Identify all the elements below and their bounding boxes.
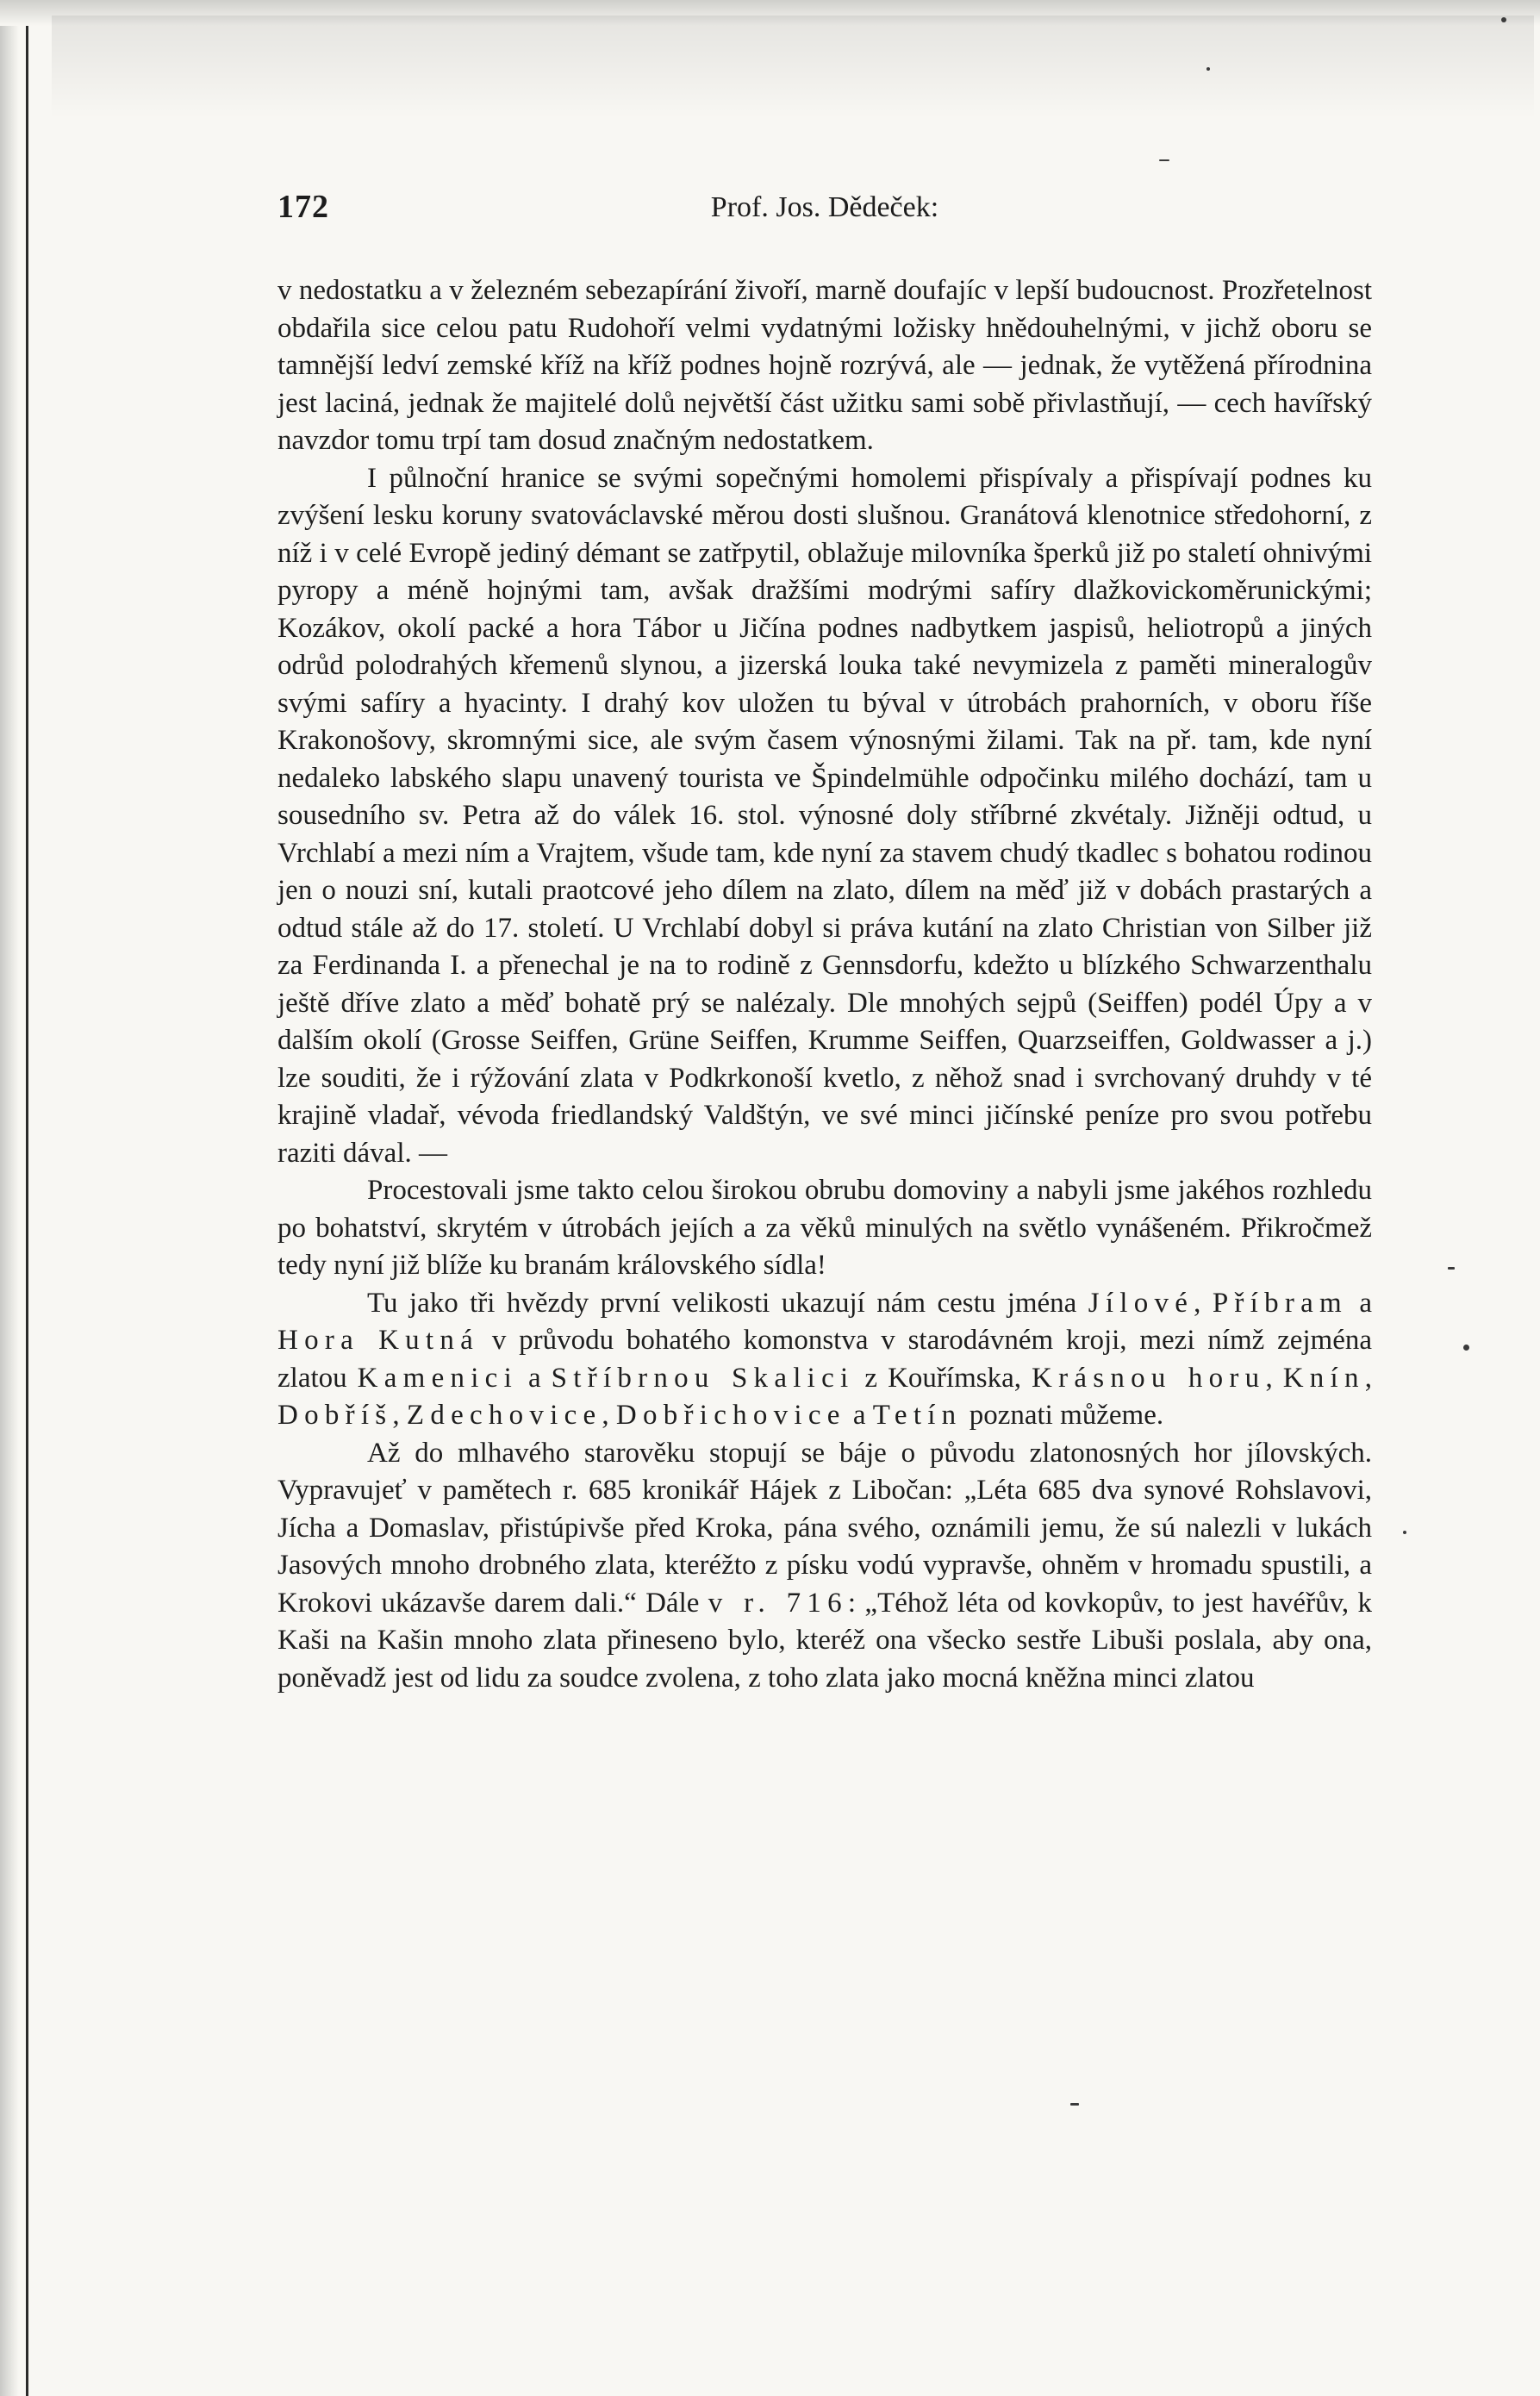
spaced-place-name: Tetín — [872, 1400, 963, 1431]
text-run: a — [845, 1400, 873, 1431]
running-head: Prof. Jos. Dědeček: — [710, 191, 939, 223]
text-run: , — [1194, 1287, 1213, 1319]
text-run: z Kouřímska, — [854, 1362, 1032, 1394]
spaced-date: v r. 716 — [708, 1587, 848, 1619]
text-run: , — [1364, 1362, 1372, 1394]
spaced-place-name: Zdechovice — [406, 1400, 602, 1431]
paragraph-1: v nedostatku a v železném sebezapírání živoří, marně doufajíc v lepší budoucnost. Prozřetelnost obdařila sice celou patu Rudohoří velmi vydatnými ložisky hnědouhelnými, v jichž oboru se tamnější ledví zemské kříž na kříž podnes hojně rozrývá, ale — jednak, že vytěžená přírodnina jest laciná, jednak že majitelé dolů největší část užitku sami sobě přivlastňují, — cech havířský navzdor tomu trpí tam dosud značným nedostatkem. — [277, 275, 1372, 456]
spaced-place-name: Stříbrnou Skalici — [551, 1362, 855, 1394]
spaced-place-name: Dobříš — [277, 1400, 393, 1431]
scan-speck — [1159, 159, 1169, 161]
scan-top-shade — [52, 16, 1534, 119]
text-run: , — [392, 1400, 407, 1431]
scan-speck — [1206, 67, 1210, 71]
spaced-place-name: Kamenici — [357, 1362, 518, 1394]
body-text — [277, 272, 1372, 1697]
scan-binding-shadow — [26, 0, 28, 2396]
paragraph-5 — [277, 1435, 1372, 1698]
text-run: poznati můžeme. — [962, 1400, 1164, 1431]
spaced-place-name: Hora Kutná — [277, 1325, 480, 1356]
text-run: a — [1347, 1287, 1373, 1319]
scan-speck — [1448, 1267, 1455, 1270]
text-run: Až do mlhavého starověku stopují se báje o původu zlatonosných hor jílovských. Vypravujeť v pamětech r. 685 kronikář Hájek z Libočan: „Léta 685 dva synové Rohslavovi, Jícha a Domaslav, přistúpivše před Kroka, pána svého, oznámili jemu, že sú nalezli v lukách Jasových mnoho drobného zlata, kteréžto z písku vodú vypravše, ohněm v hromadu spustili, a Krokovi ukázavše darem dali.“ Dále — [277, 1437, 1372, 1619]
spaced-place-name: Jílové — [1088, 1287, 1194, 1319]
scan-speck — [1501, 17, 1506, 22]
text-run: Tu jako tři hvězdy první velikosti ukazují nám cestu jména — [367, 1287, 1088, 1319]
spaced-place-name: Příbram — [1212, 1287, 1348, 1319]
spaced-place-name: Krásnou horu — [1032, 1362, 1266, 1394]
text-run: , — [1265, 1362, 1283, 1394]
spaced-place-name: Dobřichovice — [615, 1400, 846, 1431]
scan-speck — [1070, 2103, 1079, 2106]
scan-left-margin — [0, 0, 19, 2396]
spaced-place-name: Knín — [1282, 1362, 1365, 1394]
text-run: v průvodu bohatého komonstva v starodávném kroji, mezi nímž zejména zlatou — [277, 1325, 1372, 1394]
page-number: 172 — [277, 189, 329, 225]
paragraph-4 — [277, 1285, 1372, 1435]
text-run: , — [602, 1400, 616, 1431]
paragraph-2: I půlnoční hranice se svými sopečnými homolemi přispívaly a přispívají podnes ku zvýšení lesku koruny svatováclavské měrou dosti slušnou. Granátová klenotnice středohorní, z níž i v celé Evropě jediný démant se zatřpytil, oblažuje milovníka šperků již po staletí ohnivými pyropy a méně hojnými tam, avšak dražšími modrými safíry dlažkovickoměrunickými; Kozákov, okolí packé a hora Tábor u Jičína podnes nadbytkem jaspisů, heliotropů a jiných odrůd polodrahých křemenů slynou, a jizerská louka také nevymizela z paměti mineralogův svými safíry a hyacinty. I drahý kov uložen tu býval v útrobách prahorních, v oboru říše Krakonošovy, skromnými sice, ale svým časem výnosnými žilami. Tak na př. tam, kde nyní nedaleko labského slapu unavený tourista ve Špindelmühle odpočinku milého dochází, tam u sousedního sv. Petra až do válek 16. stol. výnosné doly stříbrné zkvétaly. Jižněji odtud, u Vrchlabí a mezi ním a Vrajtem, všude tam, kde nyní za stavem chudý tkadlec s bohatou rodinou jen o nouzi sní, kutali praotcové jeho dílem na zlato, dílem na měď již v dobách prastarých a odtud stále až do 17. století. U Vrchlabí dobyl si práva kutání na zlato Christian von Silber již za Ferdinanda I. a přenechal je na to rodině z Gennsdorfu, kdežto u blízkého Schwarzenthalu ještě dříve zlato a měď bohatě prý se nalézaly. Dle mnohých sejpů (Seiffen) podél Úpy a v dalším okolí (Grosse Seiffen, Grüne Seiffen, Krumme Seiffen, Quarzseiffen, Goldwasser a j.) lze souditi, že i rýžování zlata v Podkrkonoší kvetlo, z něhož snad i svrchovaný druhdy v té krajině vladař, vévoda friedlandský Valdštýn, ve své minci jičínské peníze pro svou potřebu raziti dával. — — [277, 462, 1372, 1169]
paragraph-3: Procestovali jsme takto celou širokou obrubu domoviny a nabyli jsme jakéhos rozhledu po bohatství, skrytém v útrobách jejích a za věků minulých na světlo vynášeném. Přikročmež tedy nyní již blíže ku branám královského sídla! — [277, 1175, 1372, 1281]
scan-speck — [1463, 1345, 1469, 1351]
text-run: a — [518, 1362, 552, 1394]
text-run: : „Téhož léta od kovkopův, to jest havéřův, k Kaši na Kašin mnoho zlata přineseno bylo, kteréž ona všecko sestře Libuši poslala, aby ona, poněvadž jest od lidu za soudce zvolena, z toho zlata jako mocná kněžna minci zlatou — [277, 1587, 1373, 1694]
page-header — [277, 188, 1372, 240]
scan-speck — [1403, 1531, 1406, 1534]
